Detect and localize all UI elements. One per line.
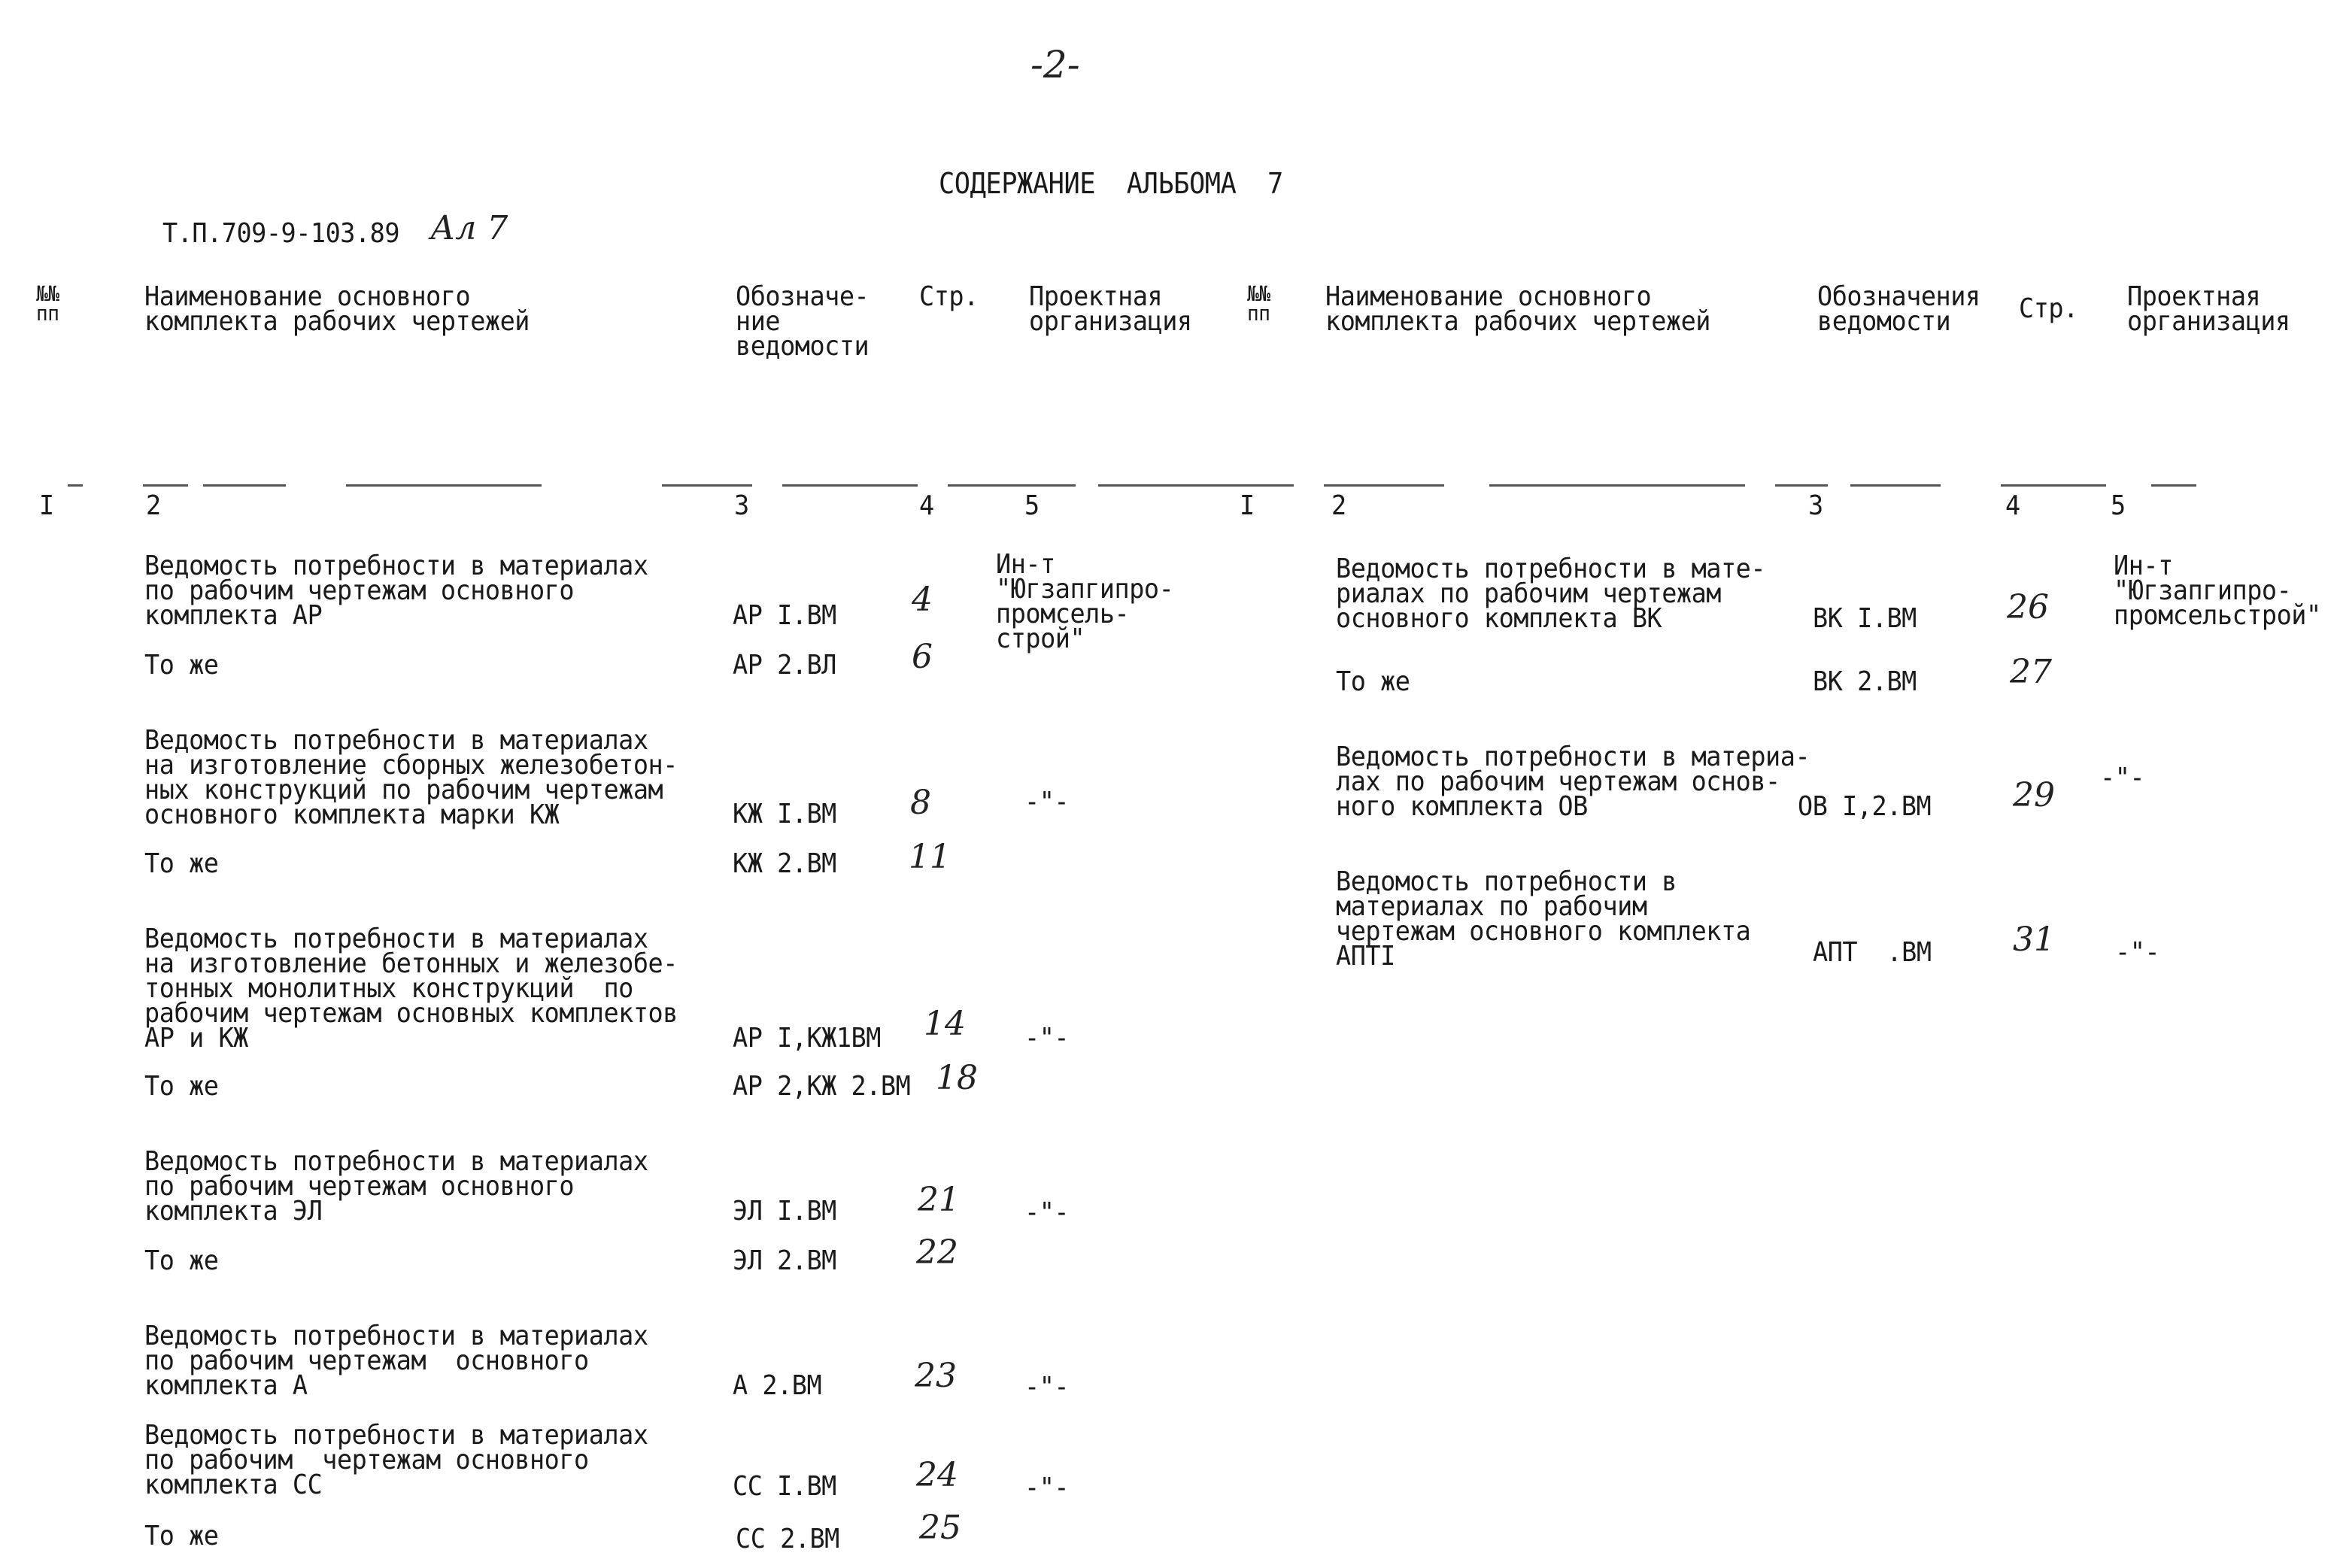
- right-row-1-org: Ин-т "Югзапгипро- промсельстрой": [2114, 550, 2321, 631]
- left-row-6-name: То же: [144, 1071, 219, 1102]
- header-left-name: Наименование основного комплекта рабочих чертежей: [144, 281, 530, 337]
- colnum-left-5: 5: [1024, 490, 1040, 521]
- left-row-8-designation: ЭЛ 2.ВМ: [733, 1245, 836, 1276]
- left-row-4-designation: КЖ 2.ВМ: [733, 848, 836, 879]
- left-row-10-org: -"-: [1024, 1472, 1070, 1503]
- colnum-left-4: 4: [919, 490, 934, 521]
- left-row-5-name: Ведомость потребности в материалах на изготовление бетонных и железобе- тонных монолитных конструкций по рабочим чертежам основных комплектов АР и КЖ: [144, 924, 678, 1054]
- header-right-name: Наименование основного комплекта рабочих чертежей: [1325, 281, 1710, 337]
- left-row-2-name: То же: [144, 650, 219, 681]
- header-right-org: Проектная организация: [2127, 281, 2290, 337]
- left-row-1-page: 4: [912, 581, 933, 619]
- left-row-1-name: Ведомость потребности в материалах по рабочим чертежам основного комплекта АР: [144, 550, 648, 631]
- header-left-org: Проектная организация: [1029, 281, 1192, 337]
- left-row-3-org: -"-: [1024, 787, 1070, 817]
- left-row-3-page: 8: [910, 784, 931, 822]
- right-row-3-org: -"-: [2100, 763, 2145, 793]
- right-row-1-page: 26: [2007, 588, 2049, 626]
- album-note-handwritten: Ал 7: [430, 209, 508, 247]
- left-row-11-name: То же: [144, 1521, 219, 1551]
- document-code: Т.П.709-9-103.89: [162, 218, 400, 249]
- left-row-7-name: Ведомость потребности в материалах по рабочим чертежам основного комплекта ЭЛ: [144, 1146, 648, 1227]
- left-row-8-name: То же: [144, 1245, 219, 1276]
- left-row-11-designation: СС 2.ВМ: [736, 1524, 839, 1554]
- left-row-9-designation: А 2.ВМ: [733, 1370, 822, 1401]
- page-title: СОДЕРЖАНИЕ АЛЬБОМА 7: [939, 167, 1283, 200]
- header-right-designation: Обозначения ведомости: [1817, 281, 1980, 337]
- right-row-4-org: -"-: [2115, 937, 2160, 968]
- left-row-7-designation: ЭЛ I.ВМ: [733, 1196, 836, 1227]
- right-row-3-page: 29: [2013, 776, 2055, 814]
- header-left-designation: Обозначе- ние ведомости: [736, 281, 870, 362]
- left-row-1-org: Ин-т "Югзапгипро- промсель- строй": [996, 549, 1174, 654]
- left-row-4-page: 11: [909, 838, 951, 876]
- header-right-num: №№ пп: [1247, 281, 1270, 326]
- header-left-num: №№ пп: [36, 281, 59, 326]
- colnum-left-3: 3: [734, 490, 749, 521]
- left-row-10-designation: СС I.ВМ: [733, 1471, 836, 1502]
- right-row-2-name: То же: [1336, 666, 1410, 697]
- left-row-1-designation: АР I.ВМ: [733, 600, 836, 631]
- left-row-2-page: 6: [912, 638, 933, 676]
- left-row-6-designation: АР 2,КЖ 2.ВМ: [733, 1071, 911, 1102]
- left-row-9-org: -"-: [1024, 1372, 1070, 1403]
- right-row-3-name: Ведомость потребности в материа- лах по рабочим чертежам основ- ного комплекта ОВ: [1336, 742, 1810, 822]
- colnum-right-4: 4: [2005, 490, 2020, 521]
- left-row-5-designation: АР I,КЖ1ВМ: [733, 1023, 881, 1054]
- right-row-2-page: 27: [2010, 653, 2052, 691]
- right-row-3-designation: ОВ I,2.ВМ: [1798, 791, 1932, 822]
- left-row-10-name: Ведомость потребности в материалах по рабочим чертежам основного комплекта СС: [144, 1420, 648, 1500]
- left-row-7-page: 21: [918, 1181, 960, 1219]
- left-row-7-org: -"-: [1024, 1197, 1070, 1228]
- right-row-4-page: 31: [2013, 920, 2055, 959]
- header-right-page: Стр.: [2019, 293, 2078, 324]
- right-row-4-name: Ведомость потребности в материалах по рабочим чертежам основного комплекта АПТI: [1336, 866, 1751, 972]
- header-left-page: Стр.: [919, 281, 979, 312]
- left-row-8-page: 22: [916, 1233, 958, 1272]
- left-row-4-name: То же: [144, 848, 219, 879]
- right-row-2-designation: ВК 2.ВМ: [1813, 666, 1917, 697]
- right-row-4-designation: АПТ .ВМ: [1813, 937, 1932, 968]
- colnum-right-3: 3: [1808, 490, 1823, 521]
- right-row-1-name: Ведомость потребности в мате- риалах по рабочим чертежам основного комплекта ВК: [1336, 554, 1766, 634]
- left-row-10-page: 24: [916, 1456, 958, 1494]
- colnum-right-2: 2: [1331, 490, 1346, 521]
- left-row-6-page: 18: [936, 1059, 978, 1097]
- left-row-2-designation: АР 2.ВЛ: [733, 650, 836, 681]
- right-row-1-designation: ВК I.ВМ: [1813, 603, 1917, 634]
- colnum-left-1: I: [39, 490, 54, 521]
- left-row-11-page: 25: [919, 1509, 961, 1547]
- left-row-5-page: 14: [924, 1005, 966, 1043]
- colnum-left-2: 2: [146, 490, 161, 521]
- left-row-9-page: 23: [915, 1357, 957, 1395]
- left-row-3-name: Ведомость потребности в материалах на изготовление сборных железобетон- ных конструкций по рабочим чертежам основного комплекта марки КЖ: [144, 725, 678, 830]
- colnum-right-1: I: [1240, 490, 1255, 521]
- left-row-5-org: -"-: [1024, 1023, 1070, 1054]
- page-number: -2-: [1030, 43, 1080, 86]
- left-row-9-name: Ведомость потребности в материалах по рабочим чертежам основного комплекта А: [144, 1321, 648, 1401]
- left-row-3-designation: КЖ I.ВМ: [733, 799, 836, 829]
- colnum-right-5: 5: [2111, 490, 2126, 521]
